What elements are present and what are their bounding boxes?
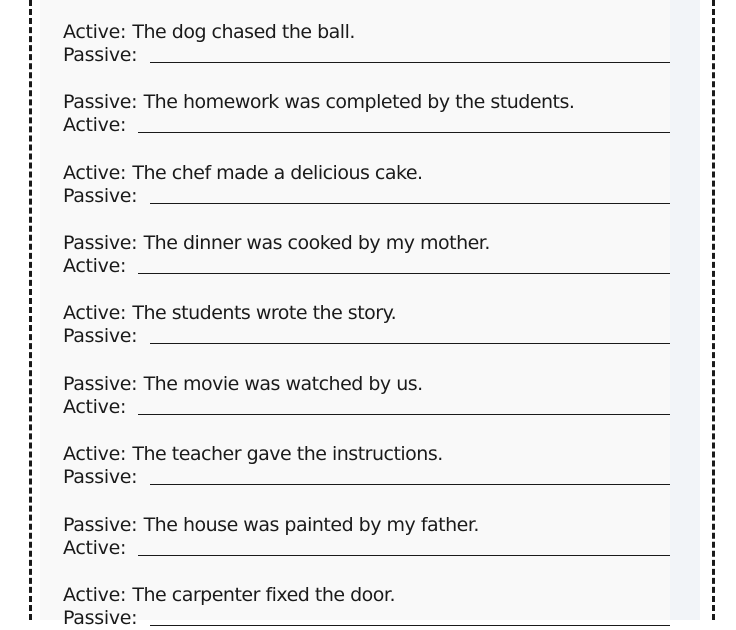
colon: : bbox=[131, 607, 138, 629]
dashed-border-right bbox=[712, 0, 715, 620]
answer-label: Passive bbox=[63, 44, 132, 66]
answer-row bbox=[63, 396, 673, 419]
answer-label: Passive bbox=[63, 325, 132, 347]
given-sentence: The dog chased the ball. bbox=[132, 21, 355, 43]
answer-row bbox=[63, 537, 673, 560]
exercise-item bbox=[63, 373, 673, 419]
answer-row bbox=[63, 607, 673, 630]
given-sentence: The chef made a delicious cake. bbox=[132, 162, 423, 184]
answer-row bbox=[63, 325, 673, 348]
answer-blank[interactable] bbox=[150, 625, 670, 626]
given-label: Passive bbox=[63, 232, 132, 254]
given-label: Active bbox=[63, 21, 120, 43]
given-sentence-row bbox=[63, 373, 673, 396]
given-sentence-row bbox=[63, 514, 673, 537]
answer-label: Active bbox=[63, 114, 120, 136]
exercise-item bbox=[63, 443, 673, 489]
answer-blank[interactable] bbox=[150, 203, 670, 204]
answer-row bbox=[63, 185, 673, 208]
exercise-item bbox=[63, 302, 673, 348]
answer-label: Active bbox=[63, 396, 120, 418]
colon: : bbox=[131, 373, 138, 395]
given-label: Active bbox=[63, 302, 120, 324]
answer-label: Passive bbox=[63, 466, 132, 488]
answer-blank[interactable] bbox=[138, 132, 670, 133]
given-sentence-row bbox=[63, 302, 673, 325]
answer-blank[interactable] bbox=[138, 273, 670, 274]
given-label: Passive bbox=[63, 91, 132, 113]
colon: : bbox=[119, 396, 127, 418]
colon: : bbox=[131, 185, 138, 207]
given-sentence: The teacher gave the instructions. bbox=[132, 443, 443, 465]
given-sentence: The homework was completed by the students. bbox=[143, 91, 575, 113]
colon: : bbox=[119, 443, 127, 465]
given-sentence-row bbox=[63, 162, 673, 185]
answer-row bbox=[63, 466, 673, 489]
colon: : bbox=[119, 162, 127, 184]
colon: : bbox=[131, 232, 138, 254]
answer-blank[interactable] bbox=[150, 343, 670, 344]
given-label: Active bbox=[63, 584, 120, 606]
given-sentence: The movie was watched by us. bbox=[143, 373, 423, 395]
answer-blank[interactable] bbox=[138, 555, 670, 556]
given-sentence-row bbox=[63, 21, 673, 44]
page-edge-stripe bbox=[670, 0, 700, 620]
colon: : bbox=[119, 21, 127, 43]
exercise-item bbox=[63, 232, 673, 278]
colon: : bbox=[131, 466, 138, 488]
answer-label: Passive bbox=[63, 185, 132, 207]
colon: : bbox=[119, 255, 127, 277]
colon: : bbox=[131, 91, 138, 113]
colon: : bbox=[131, 44, 138, 66]
given-sentence-row bbox=[63, 584, 673, 607]
given-label: Passive bbox=[63, 514, 132, 536]
exercise-item bbox=[63, 21, 673, 67]
answer-blank[interactable] bbox=[150, 484, 670, 485]
answer-row bbox=[63, 114, 673, 137]
answer-row bbox=[63, 255, 673, 278]
given-label: Active bbox=[63, 443, 120, 465]
colon: : bbox=[119, 114, 127, 136]
given-sentence: The dinner was cooked by my mother. bbox=[143, 232, 490, 254]
answer-label: Active bbox=[63, 255, 120, 277]
given-sentence: The students wrote the story. bbox=[132, 302, 397, 324]
given-label: Passive bbox=[63, 373, 132, 395]
colon: : bbox=[119, 302, 127, 324]
given-sentence-row bbox=[63, 443, 673, 466]
answer-label: Passive bbox=[63, 607, 132, 629]
given-sentence: The house was painted by my father. bbox=[143, 514, 479, 536]
exercise-item bbox=[63, 162, 673, 208]
given-sentence-row bbox=[63, 91, 673, 114]
colon: : bbox=[119, 537, 127, 559]
exercise-item bbox=[63, 91, 673, 137]
given-sentence: The carpenter fixed the door. bbox=[132, 584, 396, 606]
colon: : bbox=[119, 584, 127, 606]
answer-blank[interactable] bbox=[138, 414, 670, 415]
answer-blank[interactable] bbox=[150, 62, 670, 63]
colon: : bbox=[131, 325, 138, 347]
given-sentence-row bbox=[63, 232, 673, 255]
answer-row bbox=[63, 44, 673, 67]
dashed-border-left bbox=[29, 0, 32, 620]
colon: : bbox=[131, 514, 138, 536]
given-label: Active bbox=[63, 162, 120, 184]
exercise-item bbox=[63, 514, 673, 560]
exercise-item bbox=[63, 584, 673, 630]
answer-label: Active bbox=[63, 537, 120, 559]
